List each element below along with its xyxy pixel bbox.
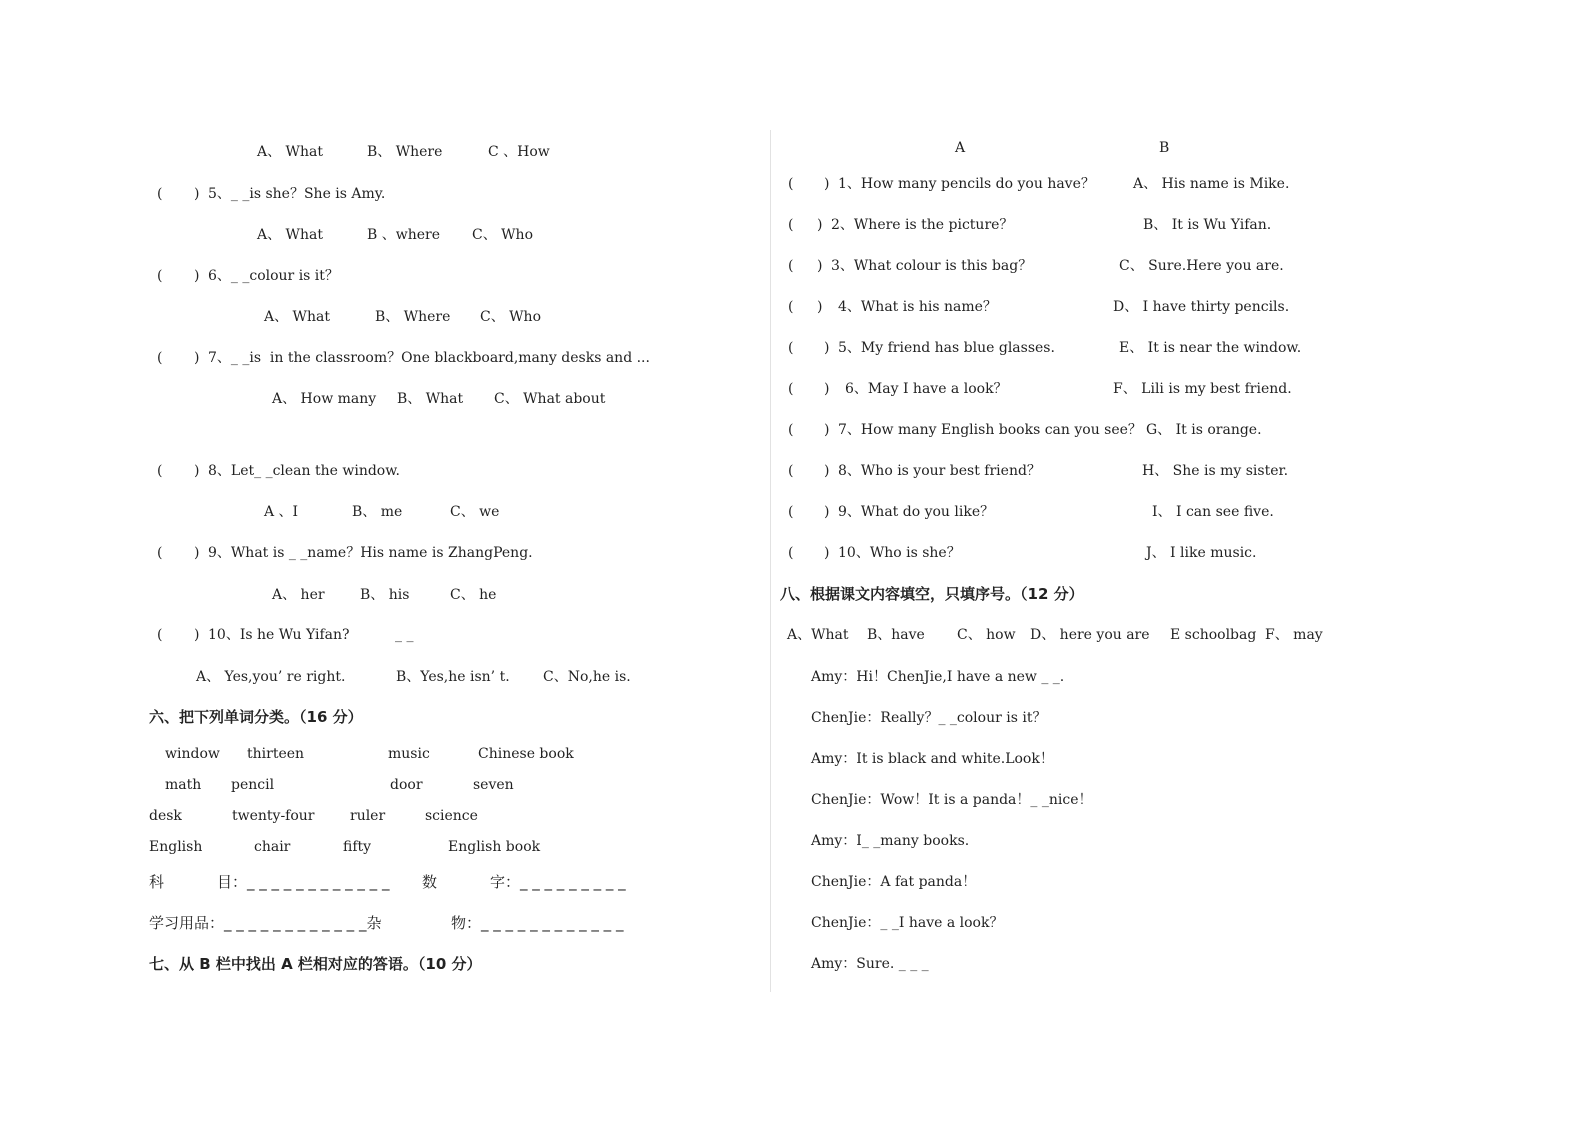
word-item: thirteen <box>247 746 305 762</box>
q5-question: 5、_ _is she？She is Amy. <box>208 186 386 202</box>
fill-option: B、have <box>867 627 925 643</box>
match-paren-open: ( <box>788 504 794 520</box>
q10-option-b: B、Yes,he isn’ t. <box>396 669 510 685</box>
match-answer: B、 It is Wu Yifan. <box>1143 217 1272 233</box>
q6-answer-paren-close: ) <box>194 268 200 284</box>
q4-option-a: A、 What <box>257 144 323 160</box>
match-paren-close: ) <box>824 340 830 356</box>
q7-option-a: A、 How many <box>272 391 377 407</box>
word-item: math <box>165 777 202 793</box>
word-item: chair <box>254 839 291 855</box>
dialogue-line: Amy：It is black and white.Look！ <box>811 751 1054 767</box>
word-item: English book <box>448 839 541 855</box>
dialogue-line: ChenJie：Really？_ _colour is it？ <box>811 710 1047 726</box>
match-answer: I、 I can see five. <box>1152 504 1274 520</box>
q5-option-c: C、 Who <box>472 227 533 243</box>
section-6-title: 六、把下列单词分类。（16 分） <box>149 708 363 726</box>
match-question: 2、Where is the picture？ <box>831 217 1014 233</box>
word-item: door <box>390 777 423 793</box>
q9-option-a: A、 her <box>272 587 325 603</box>
match-question: 1、How many pencils do you have？ <box>838 176 1095 192</box>
q7-answer-paren-open: ( <box>157 350 163 366</box>
match-question: 5、My friend has blue glasses. <box>838 340 1055 356</box>
match-paren-open: ( <box>788 217 794 233</box>
match-paren-open: ( <box>788 299 794 315</box>
dialogue-line: Amy：I_ _many books. <box>811 833 970 849</box>
q8-option-a: A 、I <box>264 504 299 520</box>
q9-option-c: C、 he <box>450 587 497 603</box>
word-item: seven <box>473 777 514 793</box>
q7-answer-paren-close: ) <box>194 350 200 366</box>
match-paren-open: ( <box>788 381 794 397</box>
fill-option: D、 here you are <box>1030 627 1150 643</box>
word-item: desk <box>149 808 182 824</box>
q7-option-c: C、 What about <box>494 391 606 407</box>
match-answer: A、 His name is Mike. <box>1133 176 1290 192</box>
fill-option: F、 may <box>1265 627 1323 643</box>
dialogue-line: ChenJie：Wow！It is a panda！_ _nice！ <box>811 792 1093 808</box>
section-8-title: 八、根据课文内容填空，只填序号。（12 分） <box>780 585 1084 603</box>
match-paren-open: ( <box>788 340 794 356</box>
q4-option-b: B、 Where <box>367 144 443 160</box>
match-answer: H、 She is my sister. <box>1142 463 1289 479</box>
match-paren-close: ) <box>824 176 830 192</box>
q10-option-c: C、No,he is. <box>543 669 631 685</box>
match-paren-open: ( <box>788 463 794 479</box>
dialogue-line: Amy：Hi！ChenJie,I have a new _ _. <box>811 669 1065 685</box>
match-paren-close: ) <box>824 504 830 520</box>
word-item: ruler <box>350 808 386 824</box>
category-subject-label-start: 科 <box>149 873 165 891</box>
q6-option-c: C、 Who <box>480 309 541 325</box>
q10-answer-paren-open: ( <box>157 627 163 643</box>
match-answer: J、 I like music. <box>1146 545 1257 561</box>
q9-question: 9、What is _ _name？His name is ZhangPeng. <box>208 545 533 561</box>
category-subject-blank[interactable]: 目：_ _ _ _ _ _ _ _ _ _ _ _ <box>217 873 390 891</box>
match-paren-close: ) <box>824 463 830 479</box>
category-number-blank[interactable]: 字：_ _ _ _ _ _ _ _ _ <box>490 873 626 891</box>
column-divider <box>770 130 771 992</box>
dialogue-line: ChenJie：_ _I have a look？ <box>811 915 1004 931</box>
match-question: 7、How many English books can you see？ <box>838 422 1142 438</box>
fill-option: C、 how <box>957 627 1016 643</box>
q9-option-b: B、 his <box>360 587 410 603</box>
word-item: window <box>165 746 220 762</box>
match-paren-close: ) <box>824 545 830 561</box>
match-paren-open: ( <box>788 545 794 561</box>
q8-option-b: B、 me <box>352 504 403 520</box>
q8-answer-paren-close: ) <box>194 463 200 479</box>
q8-option-c: C、 we <box>450 504 500 520</box>
column-a-header: A <box>955 140 966 156</box>
q6-option-a: A、 What <box>264 309 330 325</box>
q5-option-a: A、 What <box>257 227 323 243</box>
fill-option: E schoolbag <box>1170 627 1257 643</box>
dialogue-line: ChenJie：A fat panda！ <box>811 874 977 890</box>
match-answer: C、 Sure.Here you are. <box>1119 258 1284 274</box>
match-question: 10、Who is she？ <box>838 545 961 561</box>
word-item: English <box>149 839 203 855</box>
q9-answer-paren-close: ) <box>194 545 200 561</box>
fill-option: A、What <box>787 627 849 643</box>
q5-answer-paren-open: ( <box>157 186 163 202</box>
q8-answer-paren-open: ( <box>157 463 163 479</box>
match-paren-close: ) <box>824 381 830 397</box>
word-item: twenty-four <box>232 808 315 824</box>
q4-option-c: C 、How <box>488 144 550 160</box>
category-number-label-start: 数 <box>422 873 438 891</box>
section-7-title: 七、从 B 栏中找出 A 栏相对应的答语。（10 分） <box>149 955 482 973</box>
q6-answer-paren-open: ( <box>157 268 163 284</box>
category-misc-blank[interactable]: 物：_ _ _ _ _ _ _ _ _ _ _ _ <box>451 914 624 932</box>
match-paren-close: ) <box>817 217 823 233</box>
dialogue-line: Amy：Sure. _ _ _ <box>811 956 929 972</box>
match-question: 4、What is his name？ <box>838 299 997 315</box>
match-paren-open: ( <box>788 176 794 192</box>
q10-option-a: A、 Yes,you’ re right. <box>196 669 346 685</box>
match-answer: G、 It is orange. <box>1146 422 1262 438</box>
word-item: science <box>425 808 478 824</box>
q8-question: 8、Let_ _clean the window. <box>208 463 401 479</box>
word-item: Chinese book <box>478 746 574 762</box>
q10-blank: _ _ <box>395 627 414 643</box>
q6-option-b: B、 Where <box>375 309 451 325</box>
word-item: pencil <box>231 777 275 793</box>
category-stationery-blank[interactable]: 学习用品：_ _ _ _ _ _ _ _ _ _ _ _杂 <box>149 914 382 932</box>
match-paren-open: ( <box>788 258 794 274</box>
match-answer: D、 I have thirty pencils. <box>1113 299 1290 315</box>
q10-question: 10、Is he Wu Yifan? <box>208 627 350 643</box>
match-question: 9、What do you like？ <box>838 504 995 520</box>
match-paren-close: ) <box>824 422 830 438</box>
q10-answer-paren-close: ) <box>194 627 200 643</box>
q6-question: 6、_ _colour is it？ <box>208 268 339 284</box>
match-answer: F、 Lili is my best friend. <box>1113 381 1292 397</box>
q7-option-b: B、 What <box>397 391 464 407</box>
q9-answer-paren-open: ( <box>157 545 163 561</box>
word-item: fifty <box>343 839 372 855</box>
column-b-header: B <box>1159 140 1170 156</box>
match-answer: E、 It is near the window. <box>1119 340 1302 356</box>
word-item: music <box>388 746 430 762</box>
match-paren-close: ) <box>817 299 823 315</box>
match-question: 8、Who is your best friend？ <box>838 463 1041 479</box>
q5-option-b: B 、where <box>367 227 441 243</box>
match-question: 6、May I have a look？ <box>845 381 1008 397</box>
q7-question: 7、_ _is in the classroom？One blackboard,many desks and ... <box>208 350 650 366</box>
q5-answer-paren-close: ) <box>194 186 200 202</box>
match-question: 3、What colour is this bag？ <box>831 258 1033 274</box>
match-paren-open: ( <box>788 422 794 438</box>
match-paren-close: ) <box>817 258 823 274</box>
